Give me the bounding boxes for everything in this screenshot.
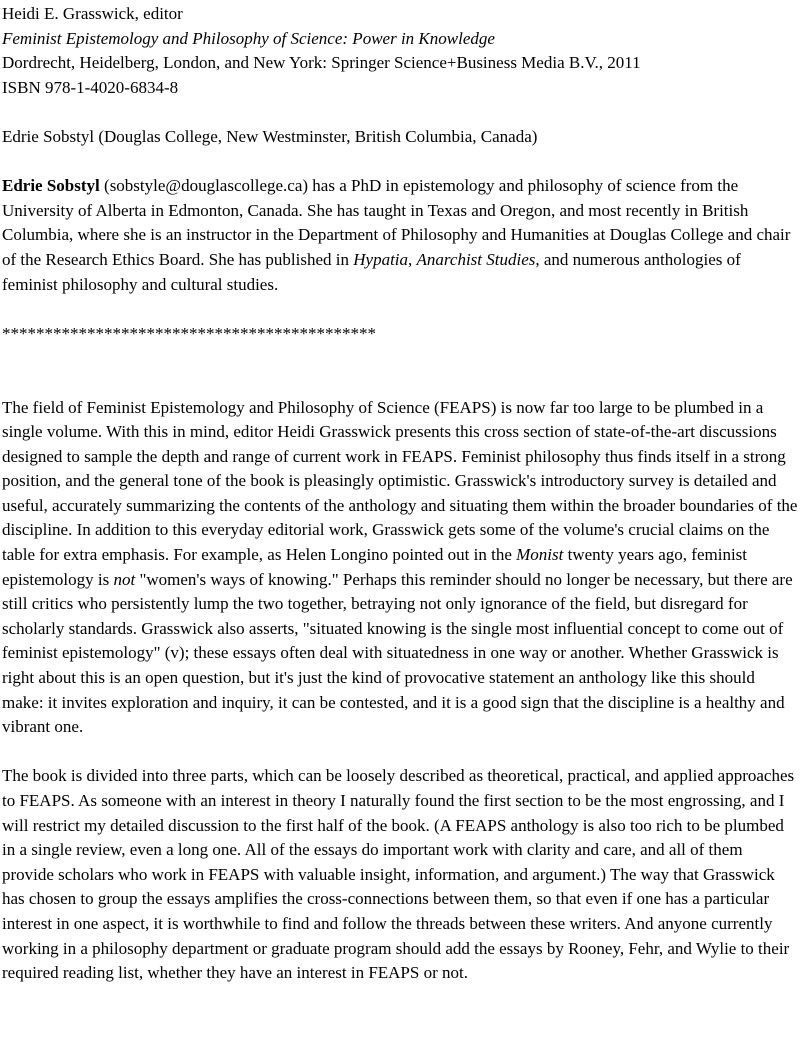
italic-text: Hypatia xyxy=(353,249,409,269)
italic-text: not xyxy=(113,569,136,589)
blank-line xyxy=(2,740,798,765)
review-paragraph-2 xyxy=(2,764,798,985)
italic-text: Feminist Epistemology and Philosophy of Science: Power in Knowledge xyxy=(2,28,495,48)
text-run: ******************************************** xyxy=(2,323,376,343)
blank-line xyxy=(2,150,798,175)
text-run: , and numerous anthologies of feminist philosophy and cultural studies. xyxy=(2,249,741,294)
text-run: "women's ways of knowing." Perhaps this reminder should no longer be necessary, but there are still critics who persistently lump the two together, betraying not only ignorance of the field, but disregard for scholarly standards. Grasswick also asserts, "situated knowing is the single most influential concept to come out of feminist epistemology" (v); these essays often deal with situatedness in one way or another. Whether Grasswick is right about this is an open question, but it's just the kind of provocative statement an anthology like this should make: it invites exploration and inquiry, it can be contested, and it is a good sign that the discipline is a healthy and vibrant one. xyxy=(2,569,793,737)
bold-text: Edrie Sobstyl xyxy=(2,176,100,196)
text-run: Heidi E. Grasswick, editor xyxy=(2,4,183,23)
italic-text: Anarchist Studies xyxy=(416,249,536,269)
text-run: , xyxy=(408,249,417,269)
text-run: Edrie Sobstyl (Douglas College, New Westminster, British Columbia, Canada) xyxy=(2,126,538,146)
reviewer-line xyxy=(2,125,798,150)
separator-line xyxy=(2,322,798,347)
text-run: Dordrecht, Heidelberg, London, and New York: Springer Science+Business Media B.V., 2011 xyxy=(2,53,641,73)
blank-line xyxy=(2,297,798,322)
text-run: twenty years ago, feminist epistemology is xyxy=(2,545,748,589)
blank-line xyxy=(2,346,798,371)
text-run: The book is divided into three parts, which can be loosely described as theoretical, practical, and applied approaches to FEAPS. As someone with an interest in theory I naturally found the first section to be the most engrossing, and I will restrict my detailed discussion to the first half of the book. (A FEAPS anthology is also too rich to be plumbed in a single review, even a long one. All of the essays do important work with clarity and care, and all of them provide scholars who work in FEAPS with valuable insight, information, and argument.) The way that Grasswick has chosen to group the essays amplifies the cross-connections between them, so that even if one has a particular interest in one aspect, it is worthwhile to find and follow the threads between these writers. And anyone currently working in a philosophy department or graduate program should add the essays by Rooney, Fehr, and Wylie to their required reading list, whether they have an interest in FEAPS or not. xyxy=(2,766,795,983)
text-run: (sobstyle@douglascollege.ca) has a PhD in epistemology and philosophy of science from the University of Alberta in Edmonton, Canada. She has taught in Texas and Oregon, and most recently in British Columbia, where she is an instructor in the Department of Philosophy and Humanities at Douglas College and chair of the Research Ethics Board. She has published in xyxy=(2,176,791,269)
italic-text: Monist xyxy=(516,545,564,565)
review-paragraph-1 xyxy=(2,396,798,740)
text-run: ISBN 978-1-4020-6834-8 xyxy=(2,77,179,97)
blank-line xyxy=(2,371,798,396)
publisher-line xyxy=(2,51,798,76)
isbn-line xyxy=(2,76,798,101)
reviewer-bio-paragraph xyxy=(2,174,798,297)
book-title-line xyxy=(2,27,798,52)
blank-line xyxy=(2,100,798,125)
text-run: The field of Feminist Epistemology and Philosophy of Science (FEAPS) is now far too large to be plumbed in a single volume. With this in mind, editor Heidi Grasswick presents this cross section of state-of-the-art discussions designed to sample the depth and range of current work in FEAPS. Feminist philosophy thus finds itself in a strong position, and the general tone of the book is pleasingly optimistic. Grasswick's introductory survey is detailed and useful, accurately summarizing the contents of the anthology and situating them within the broader boundaries of the discipline. In addition to this everyday editorial work, Grasswick gets some of the volume's crucial claims on the table for extra emphasis. For example, as Helen Longino pointed out in the xyxy=(2,397,798,565)
editor-line xyxy=(2,2,798,27)
